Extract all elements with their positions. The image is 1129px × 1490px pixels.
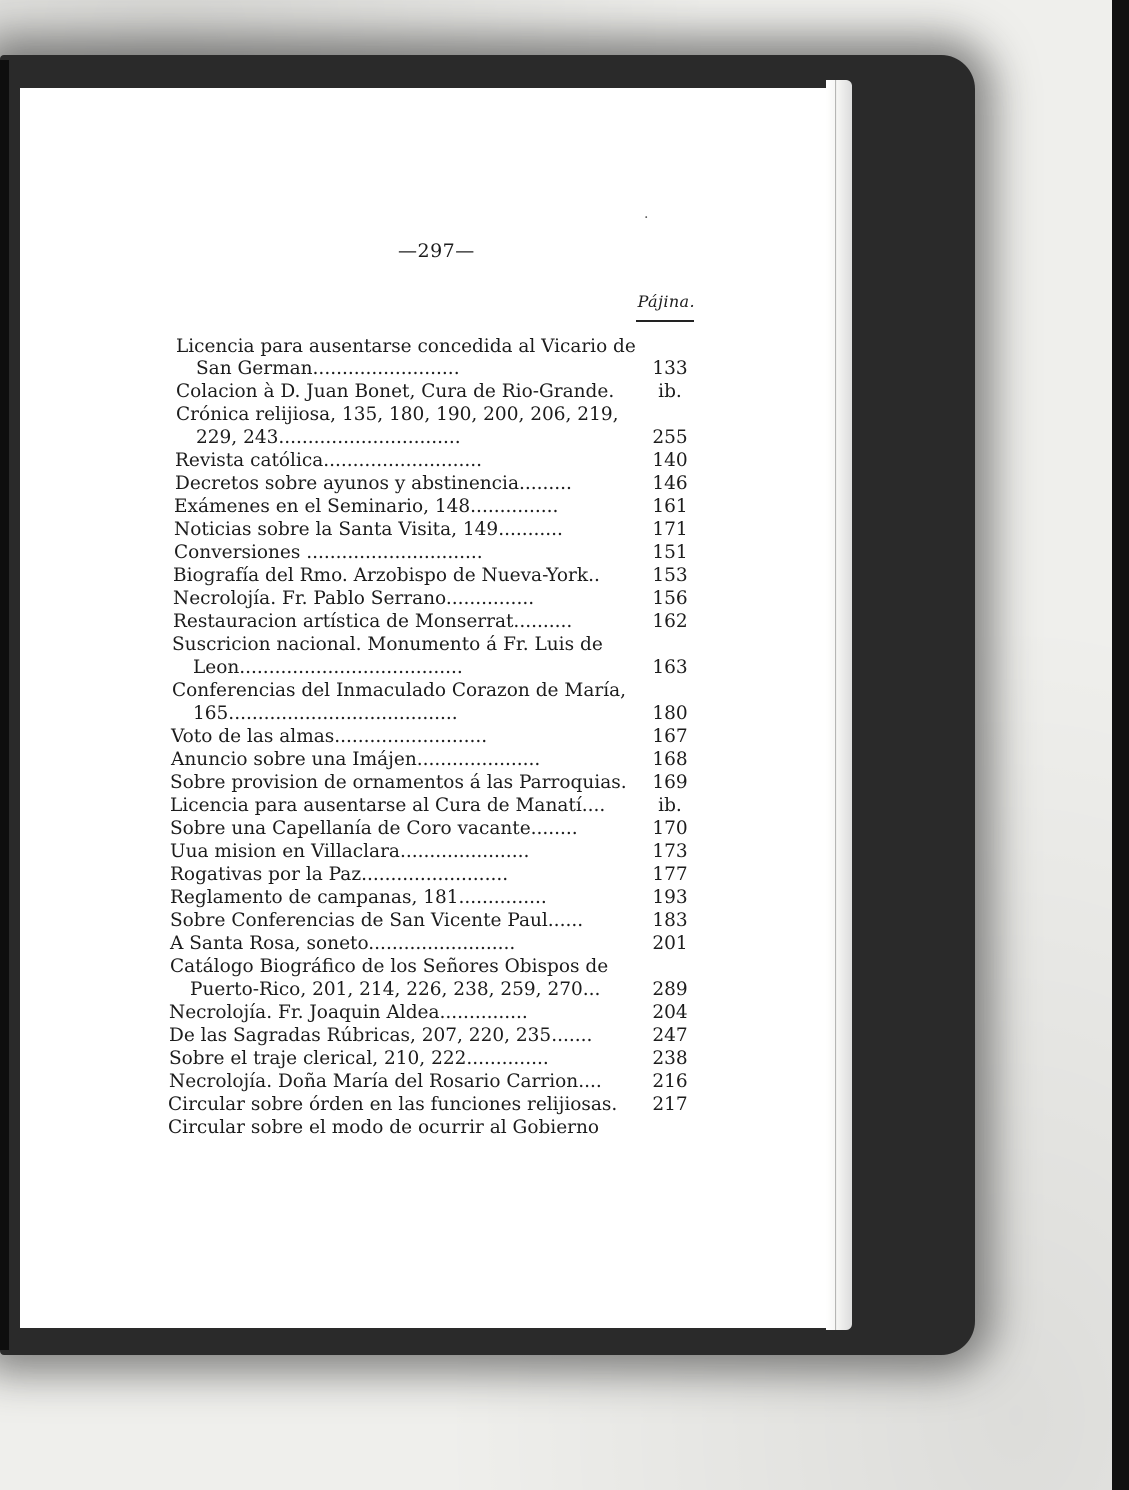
toc-entry: Rogativas por la Paz......................... — [170, 864, 509, 885]
toc-entry: Voto de las almas.......................... — [171, 726, 488, 747]
toc-page: 146 — [652, 473, 688, 494]
toc-page: 173 — [652, 841, 688, 862]
toc-page: 133 — [652, 358, 688, 379]
toc-entry: Suscricion nacional. Monumento á Fr. Luis de — [172, 634, 603, 655]
toc-page: 217 — [652, 1094, 688, 1115]
toc-page: 153 — [652, 565, 688, 586]
toc-entry: Biografía del Rmo. Arzobispo de Nueva-York.. — [173, 565, 600, 586]
toc-page: 168 — [652, 749, 688, 770]
toc-entry: Sobre una Capellanía de Coro vacante........ — [170, 818, 578, 839]
toc-page: ib. — [658, 381, 682, 402]
toc-page: 151 — [652, 542, 688, 563]
toc-page: 183 — [652, 910, 688, 931]
toc-page: 289 — [652, 979, 688, 1000]
toc-entry: Exámenes en el Seminario, 148............... — [174, 496, 559, 517]
toc-entry: Sobre el traje clerical, 210, 222.............. — [169, 1048, 549, 1069]
toc-page: 161 — [652, 496, 688, 517]
toc-entry: Licencia para ausentarse al Cura de Manatí.... — [170, 795, 606, 816]
toc-entry: Circular sobre órden en las funciones relijiosas. — [168, 1094, 618, 1115]
toc-entry: Anuncio sobre una Imájen..................... — [171, 749, 541, 770]
toc-entry: Puerto-Rico, 201, 214, 226, 238, 259, 270... — [190, 979, 601, 1000]
toc-entry: Sobre Conferencias de San Vicente Paul...... — [170, 910, 584, 931]
toc-entry: Circular sobre el modo de ocurrir al Gobierno — [168, 1117, 600, 1138]
toc-page: 169 — [652, 772, 688, 793]
toc-page: 204 — [652, 1002, 688, 1023]
toc-entry: Conferencias del Inmaculado Corazon de María, — [172, 680, 627, 701]
toc-page: 171 — [652, 519, 688, 540]
toc-page: 247 — [652, 1025, 688, 1046]
toc-entry: Uua mision en Villaclara...................... — [170, 841, 530, 862]
toc-page: ib. — [658, 795, 682, 816]
toc-entry: De las Sagradas Rúbricas, 207, 220, 235....... — [169, 1025, 593, 1046]
toc-entry: Revista católica........................... — [175, 450, 483, 471]
toc-entry: Crónica relijiosa, 135, 180, 190, 200, 206, 219, — [176, 404, 619, 425]
toc-page: 216 — [652, 1071, 688, 1092]
toc-entry: Necrolojía. Fr. Pablo Serrano............... — [173, 588, 535, 609]
toc-entry: 229, 243............................... — [196, 427, 461, 448]
toc-entry: Reglamento de campanas, 181............... — [170, 887, 547, 908]
toc-entry: A Santa Rosa, soneto......................... — [170, 933, 516, 954]
toc-page: 170 — [652, 818, 688, 839]
toc-entry: Conversiones .............................. — [174, 542, 483, 563]
toc-entry: San German......................... — [196, 358, 460, 379]
toc-entry: Leon...................................... — [193, 657, 463, 678]
toc-entry: Catálogo Biográfico de los Señores Obispos de — [170, 956, 609, 977]
toc-entry: 165....................................... — [193, 703, 458, 724]
toc-page: 201 — [652, 933, 688, 954]
toc-page: 167 — [652, 726, 688, 747]
toc-entry: Restauracion artística de Monserrat.......... — [173, 611, 573, 632]
toc-page: 238 — [652, 1048, 688, 1069]
toc-entry: Colacion à D. Juan Bonet, Cura de Rio-Grande. — [176, 381, 615, 402]
page-number: —297— — [398, 240, 475, 262]
toc-page: 162 — [652, 611, 688, 632]
toc-page: 163 — [652, 657, 688, 678]
toc-entry: Necrolojía. Doña María del Rosario Carrion.... — [169, 1071, 602, 1092]
toc-page: 156 — [652, 588, 688, 609]
toc-entry: Noticias sobre la Santa Visita, 149........... — [174, 519, 563, 540]
toc-page: 140 — [652, 450, 688, 471]
toc-entry: Sobre provision de ornamentos á las Parroquias. — [170, 772, 627, 793]
toc-page: 193 — [652, 887, 688, 908]
toc-page: 180 — [652, 703, 688, 724]
toc-page: 177 — [652, 864, 688, 885]
toc-entry: Necrolojía. Fr. Joaquin Aldea............... — [169, 1002, 528, 1023]
toc-entry: Licencia para ausentarse concedida al Vicario de — [176, 336, 636, 357]
toc-entry: Decretos sobre ayunos y abstinencia......... — [175, 473, 572, 494]
toc-page: 255 — [652, 427, 688, 448]
ink-mark: · — [644, 210, 649, 226]
column-label: Pájina. — [637, 292, 695, 311]
